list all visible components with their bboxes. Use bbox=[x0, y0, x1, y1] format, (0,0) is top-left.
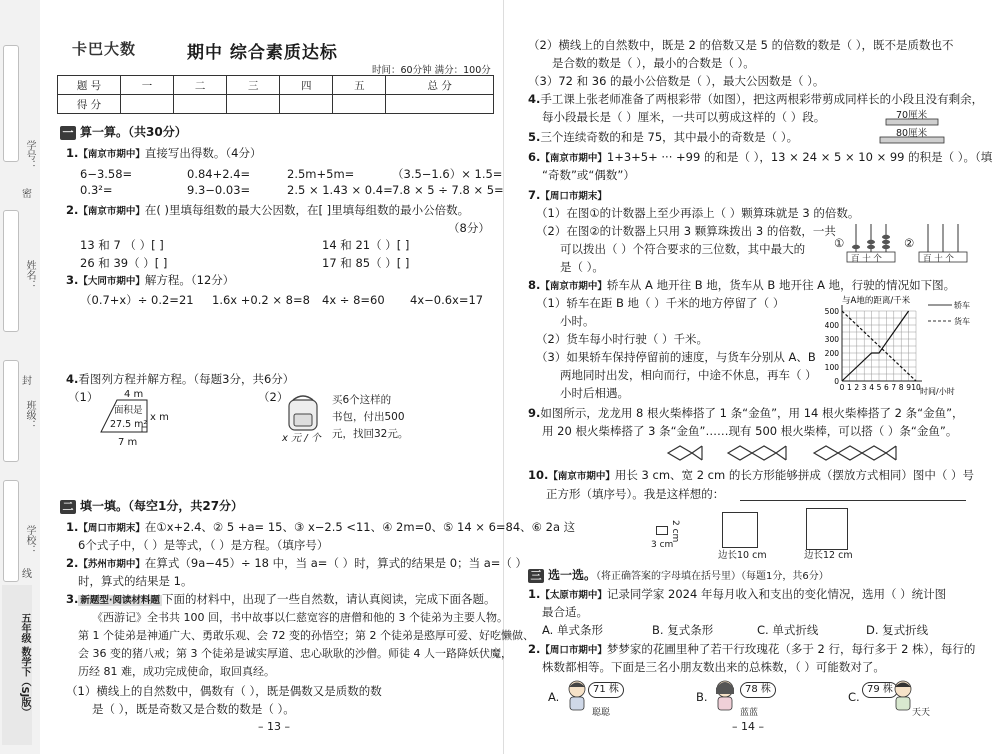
y-tick-label: 400 bbox=[824, 321, 839, 330]
ribbon-1-length: 70厘米 bbox=[896, 110, 928, 121]
score-cell[interactable] bbox=[121, 95, 174, 114]
kid-count-bubble: 79 株 bbox=[862, 682, 898, 698]
choice-2 bbox=[528, 642, 975, 658]
kid-name: 聪聪 bbox=[592, 708, 611, 718]
square-10 bbox=[722, 512, 758, 548]
r-q3-2-line2: 是合数的数是（ ），最小的合数是（ ）。 bbox=[552, 56, 755, 70]
section-title: 选一选。 bbox=[548, 568, 597, 582]
answer-line[interactable] bbox=[740, 500, 966, 501]
trapezoid-area-label: 面积是 bbox=[114, 405, 143, 416]
choice-2-line2: 株数都相等。下面是三名小朋友数出来的总株数，（ ）可能数对了。 bbox=[542, 660, 885, 674]
q-number: 5. bbox=[528, 130, 541, 144]
r-q7-sub2b: 可以拨出（ ）个符合要求的三位数，其中最大的 bbox=[560, 242, 806, 256]
fill-2 bbox=[66, 556, 527, 572]
page-number-right: – 14 – bbox=[732, 720, 764, 733]
q-source-tag: 【南京市期中】 bbox=[548, 471, 615, 482]
school-box[interactable] bbox=[3, 480, 19, 582]
gcd-lcm-item[interactable]: 17 和 85（ ）[ ] bbox=[322, 256, 410, 270]
square-12 bbox=[806, 508, 848, 550]
section-title: 算一算。（共30分） bbox=[80, 125, 187, 139]
small-rectangle bbox=[656, 526, 668, 535]
section-badge: 三 bbox=[528, 569, 544, 583]
r-question-4-line2: 每小段最长是（ ）厘米，一共可以剪成这样的（ ）段。 bbox=[542, 110, 826, 124]
q-source-tag: 【南京市期中】 bbox=[78, 149, 145, 160]
fill-1-line-2: 6个式子中，（ ）是等式，（ ）是方程。（填序号） bbox=[78, 538, 329, 552]
q-number: 2. bbox=[528, 642, 541, 656]
backpack-text-3: 元，找回32元。 bbox=[332, 428, 409, 440]
q-source-tag: 【太原市期中】 bbox=[540, 590, 607, 601]
cut-mark-1: 密 bbox=[22, 189, 32, 200]
backpack-icon bbox=[283, 392, 323, 432]
section-badge: 一 bbox=[60, 126, 76, 140]
q-number: 9. bbox=[528, 406, 541, 420]
r-q7-sub2c: 是（ ）。 bbox=[560, 260, 604, 274]
rect-height-label: 2 cm bbox=[670, 520, 680, 543]
logo: 卡巴大数 bbox=[72, 40, 137, 58]
equation-item: 4x−0.6x=17 bbox=[410, 293, 484, 307]
section-2-heading bbox=[60, 497, 243, 514]
abacus-2-mark: ② bbox=[904, 236, 915, 250]
q-number: 3. bbox=[66, 592, 79, 606]
x-tick-label: 5 bbox=[876, 383, 882, 392]
y-tick-label: 100 bbox=[824, 363, 839, 372]
calc-item: 2.5 × 1.43 × 0.4= bbox=[287, 183, 393, 197]
book-label: 五年级 数学下（SJ版） bbox=[2, 585, 32, 745]
kid-avatar-icon bbox=[712, 678, 738, 712]
trapezoid-top: 4 m bbox=[124, 389, 144, 400]
r-question-6-line2: “奇数”或“偶数”） bbox=[542, 168, 635, 182]
chart-xlabel: 时间/小时 bbox=[920, 387, 955, 396]
q-number: 2. bbox=[66, 556, 79, 570]
label-name: 姓名： bbox=[24, 260, 35, 290]
score-cell[interactable] bbox=[333, 95, 386, 114]
q-text: 用长 3 cm、宽 2 cm 的长方形能够拼成（摆放方式相同）图中（ ）号 bbox=[614, 468, 975, 482]
kid-option-letter[interactable]: C. bbox=[848, 690, 860, 704]
q-number: 7. bbox=[528, 188, 541, 202]
q-text: 1+3+5+ ··· +99 的和是（ ），13 × 24 × 5 × 10 × 99 的积是（ ）。（填 bbox=[606, 150, 993, 164]
kid-name: 天天 bbox=[912, 708, 931, 718]
score-table bbox=[57, 75, 494, 114]
y-tick-label: 300 bbox=[824, 335, 839, 344]
backpack-text-2: 书包，付出500 bbox=[332, 411, 405, 423]
r-q7-sub2a: （2）在图②的计数器上只用 3 颗算珠拨出 3 的倍数，一共 bbox=[536, 224, 836, 238]
q-text: 手工课上张老师准备了两根彩带（如图），把这两根彩带剪成同样长的小段且没有剩余， bbox=[540, 92, 984, 106]
kid-avatar-icon bbox=[564, 678, 590, 712]
cut-mark-2: 封 bbox=[22, 376, 32, 387]
q-text: 下面的材料中，出现了一些自然数，请认真阅读，完成下面各题。 bbox=[161, 592, 496, 606]
calc-item: 0.84+2.4= bbox=[187, 167, 251, 181]
ribbon-2-length: 80厘米 bbox=[896, 128, 928, 139]
q-text: 看图列方程并解方程。（每题3分，共6分） bbox=[78, 372, 295, 386]
q-text: 如图所示，龙龙用 8 根火柴棒搭了 1 条“金鱼”，用 14 根火柴棒搭了 2 条“金鱼”， bbox=[540, 406, 964, 420]
q-number: 1. bbox=[66, 146, 79, 160]
option-b[interactable]: B. 复式条形 bbox=[652, 623, 714, 637]
q-type-tag: 新题型·阅读材料题 bbox=[80, 595, 160, 606]
score-cell[interactable] bbox=[386, 95, 494, 114]
x-tick-label: 1 bbox=[847, 383, 852, 392]
q-score: （8分） bbox=[448, 221, 490, 235]
score-header-cell: 一 bbox=[121, 76, 174, 95]
q-number: 10. bbox=[528, 468, 549, 482]
section-1-heading bbox=[60, 123, 187, 140]
exam-meta: 时间：60分钟 满分：100分 bbox=[372, 65, 491, 76]
student-id-box[interactable] bbox=[3, 45, 19, 162]
calc-item: 0.3²= bbox=[80, 183, 113, 197]
trapezoid-height: x m bbox=[150, 412, 169, 423]
q-source-tag: 【周口市期末】 bbox=[540, 191, 607, 202]
fill-2-line-2: 时，算式的结果是 1。 bbox=[78, 574, 193, 588]
kid-count-bubble: 71 株 bbox=[588, 682, 624, 698]
trapezoid-area-value: 27.5 m² bbox=[110, 419, 148, 430]
q-number: 4. bbox=[528, 92, 541, 106]
q-source-tag: 【周口市期末】 bbox=[78, 523, 145, 534]
rect-width-label: 3 cm bbox=[651, 540, 674, 550]
q-source-tag: 【南京市期中】 bbox=[540, 281, 607, 292]
score-row-label: 得 分 bbox=[58, 95, 121, 114]
r-question-5 bbox=[528, 130, 798, 144]
q-number: 3. bbox=[66, 273, 79, 287]
question-1 bbox=[66, 146, 261, 162]
calc-item: 2.5m+5m= bbox=[287, 167, 355, 181]
abacus-1-mark: ① bbox=[834, 236, 845, 250]
backpack-text-1: 买6个这样的 bbox=[332, 394, 392, 406]
q-text: 轿车从 A 地开往 B 地，货车从 B 地开往 A 地，行驶的情况如下图。 bbox=[606, 278, 956, 292]
r-q8-sub3b: 两地同时出发，相向而行，中途不休息，再车（ ） bbox=[560, 368, 817, 382]
q-text: 解方程。（12分） bbox=[144, 273, 235, 287]
x-tick-label: 10 bbox=[911, 383, 921, 392]
r-question-8 bbox=[528, 278, 955, 294]
section-badge: 二 bbox=[60, 500, 76, 514]
r-q8-sub2: （2）货车每小时行驶（ ）千米。 bbox=[536, 332, 708, 346]
r-question-10 bbox=[528, 468, 974, 484]
r-q8-sub1b: 小时。 bbox=[560, 314, 595, 328]
name-box[interactable] bbox=[3, 210, 19, 332]
q-source-tag: 【大同市期中】 bbox=[78, 276, 145, 287]
q-text: 直接写出得数。（4分） bbox=[144, 146, 262, 160]
legend-label-car: 轿车 bbox=[954, 301, 970, 310]
score-header-cell: 二 bbox=[174, 76, 227, 95]
kid-option-letter[interactable]: A. bbox=[548, 690, 560, 704]
q-source-tag: 【苏州市期中】 bbox=[78, 559, 145, 570]
q-text: 记录同学家 2024 年每月收入和支出的变化情况，选用（ ）统计图 bbox=[606, 587, 947, 601]
gcd-lcm-item[interactable]: 14 和 21（ ）[ ] bbox=[322, 238, 410, 252]
y-tick-label: 500 bbox=[824, 307, 839, 316]
reading-line: 《西游记》全书共 100 回，书中故事以仁慈宽容的唐僧和他的 3 个徒弟为主要人物。 bbox=[92, 611, 508, 624]
q-number: 1. bbox=[528, 587, 541, 601]
q-source-tag: 【南京市期中】 bbox=[540, 153, 607, 164]
x-tick-label: 2 bbox=[854, 383, 860, 392]
calc-item: （3.5−1.6）× 1.5= bbox=[392, 167, 503, 181]
gcd-lcm-item[interactable]: 13 和 7 （ ）[ ] bbox=[80, 238, 164, 252]
r-q8-sub1a: （1）轿车在距 B 地（ ）千米的地方停留了（ ） bbox=[536, 296, 785, 310]
fill-3-sub-1-cont: 是（ ），既是奇数又是合数的数是（ ）。 bbox=[92, 702, 295, 716]
choice-1-line2: 最合适。 bbox=[542, 605, 588, 619]
reading-line: 历经 81 难，成功完成使命，取回真经。 bbox=[78, 665, 275, 678]
section-3-heading bbox=[528, 566, 829, 583]
x-tick-label: 6 bbox=[884, 383, 889, 392]
calc-item: 6−3.58= bbox=[80, 167, 133, 181]
fill-1 bbox=[66, 520, 575, 536]
section-hint: （将正确答案的字母填在括号里）（每题1分，共6分） bbox=[596, 571, 829, 582]
q-number: 8. bbox=[528, 278, 541, 292]
abacus-2-label: 百 十 个 bbox=[923, 254, 954, 264]
sub-label: （1） bbox=[68, 390, 99, 404]
calc-item: 7.8 × 5 ÷ 7.8 × 5= bbox=[392, 183, 504, 197]
r-question-4 bbox=[528, 92, 983, 106]
score-header-cell: 总 分 bbox=[386, 76, 494, 95]
option-d[interactable]: D. 复式折线 bbox=[866, 623, 929, 637]
distance-time-chart bbox=[812, 293, 982, 397]
q-number: 2. bbox=[66, 203, 79, 217]
q-source-tag: 【南京市期中】 bbox=[78, 206, 145, 217]
q-text: 在①x+2.4、② 5 +a= 15、③ x−2.5 <11、④ 2m=0、⑤ 14 × 6=84、⑥ 2a 这 bbox=[144, 520, 576, 534]
sub-label: （2） bbox=[258, 390, 289, 404]
fill-3-sub-1: （1）横线上的自然数中，偶数有（ ），既是偶数又是质数的数 bbox=[66, 684, 382, 698]
choice-1 bbox=[528, 587, 946, 603]
score-header-cell: 三 bbox=[227, 76, 280, 95]
equation-item: （0.7+x）÷ 0.2=21 bbox=[80, 293, 194, 307]
gcd-lcm-item[interactable]: 26 和 39（ ）[ ] bbox=[80, 256, 168, 270]
x-tick-label: 3 bbox=[861, 383, 867, 392]
reading-line: 第 1 个徒弟是神通广大、勇敢乐观、会 72 变的孙悟空；第 2 个徒弟是憨厚可爱、好吃懒做、 bbox=[78, 629, 534, 642]
abacus-1-label: 百 十 个 bbox=[851, 254, 882, 264]
q-text: 三个连续奇数的和是 75，其中最小的奇数是（ ）。 bbox=[540, 130, 799, 144]
class-box[interactable] bbox=[3, 360, 19, 462]
label-school: 学校： bbox=[24, 525, 35, 555]
question-4 bbox=[66, 372, 294, 386]
r-question-9-line2: 用 20 根火柴棒搭了 3 条“金鱼”……现有 500 根火柴棒，可以搭（ ）条“金鱼”。 bbox=[542, 424, 958, 438]
page-number-left: – 13 – bbox=[258, 720, 290, 733]
fill-3 bbox=[66, 592, 495, 608]
question-2 bbox=[66, 203, 469, 219]
q-number: 6. bbox=[528, 150, 541, 164]
binding-strip bbox=[0, 0, 40, 754]
y-tick-label: 0 bbox=[834, 377, 839, 386]
x-tick-label: 9 bbox=[906, 383, 911, 392]
section-title: 填一填。（每空1分，共27分） bbox=[80, 499, 244, 513]
r-q3-2-line1: （2）横线上的自然数中，既是 2 的倍数又是 5 的倍数的数是（ ），既不是质数也不 bbox=[528, 38, 954, 52]
r-question-10-line2: 正方形（填序号）。我是这样想的： bbox=[546, 487, 725, 501]
page-title: 期中 综合素质达标 bbox=[187, 43, 338, 63]
y-tick-label: 200 bbox=[824, 349, 839, 358]
kid-option-letter[interactable]: B. bbox=[696, 690, 708, 704]
option-c[interactable]: C. 单式折线 bbox=[757, 623, 819, 637]
r-q8-sub3a: （3）如果轿车保持停留前的速度，与货车分别从 A、B bbox=[536, 350, 816, 364]
legend-label-truck: 货车 bbox=[954, 317, 970, 326]
kid-name: 蓝蓝 bbox=[740, 708, 759, 718]
r-question-7 bbox=[528, 188, 607, 204]
score-header-cell: 五 bbox=[333, 76, 386, 95]
reading-line: 会 36 变的猪八戒；第 3 个徒弟是诚实厚道、忠心耿耿的沙僧。师徒 4 人一路降妖伏魔， bbox=[78, 647, 512, 660]
q-number: 1. bbox=[66, 520, 79, 534]
question-3 bbox=[66, 273, 234, 289]
x-tick-label: 4 bbox=[869, 383, 874, 392]
score-header-cell: 题 号 bbox=[58, 76, 121, 95]
equation-item: 1.6x +0.2 × 8=8 bbox=[212, 293, 310, 307]
q-text: 在( )里填每组数的最大公因数，在[ ]里填每组数的最小公倍数。 bbox=[144, 203, 470, 217]
square-12-label: 边长12 cm bbox=[804, 550, 853, 561]
x-tick-label: 0 bbox=[839, 383, 845, 392]
q-source-tag: 【周口市期中】 bbox=[540, 645, 607, 656]
label-student-id: 学号： bbox=[24, 140, 35, 170]
x-tick-label: 7 bbox=[891, 383, 897, 392]
x-tick-label: 8 bbox=[898, 383, 904, 392]
score-cell[interactable] bbox=[227, 95, 280, 114]
score-header-cell: 四 bbox=[280, 76, 333, 95]
option-a[interactable]: A. 单式条形 bbox=[542, 623, 603, 637]
q-number: 4. bbox=[66, 372, 79, 386]
r-q7-sub1: （1）在图①的计数器上至少再添上（ ）颗算珠就是 3 的倍数。 bbox=[536, 206, 860, 220]
matchstick-fish-figure bbox=[666, 443, 976, 463]
backpack-price: x 元 / 个 bbox=[282, 433, 321, 444]
trapezoid-bottom: 7 m bbox=[118, 437, 138, 448]
r-question-9 bbox=[528, 406, 964, 420]
equation-item: 4x ÷ 8=60 bbox=[322, 293, 385, 307]
score-cell[interactable] bbox=[174, 95, 227, 114]
label-class: 班级： bbox=[24, 400, 35, 430]
r-q3-3: （3）72 和 36 的最小公倍数是（ ），最大公因数是（ ）。 bbox=[528, 74, 825, 88]
calc-item: 9.3−0.03= bbox=[187, 183, 251, 197]
cut-mark-3: 线 bbox=[22, 569, 32, 580]
score-cell[interactable] bbox=[280, 95, 333, 114]
chart-title: 与A地的距离/千米 bbox=[842, 296, 911, 306]
q-text: 在算式（9a−45）÷ 18 中，当 a=（ ）时，算式的结果是 0；当 a=（ ） bbox=[144, 556, 528, 570]
r-question-6 bbox=[528, 150, 992, 166]
q-text: 梦梦家的花圃里种了若干行玫瑰花（多于 2 行，每行多于 2 株），每行的 bbox=[606, 642, 976, 656]
kid-count-bubble: 78 株 bbox=[740, 682, 776, 698]
square-10-label: 边长10 cm bbox=[718, 550, 767, 561]
r-q8-sub3c: 小时后相遇。 bbox=[560, 386, 629, 400]
